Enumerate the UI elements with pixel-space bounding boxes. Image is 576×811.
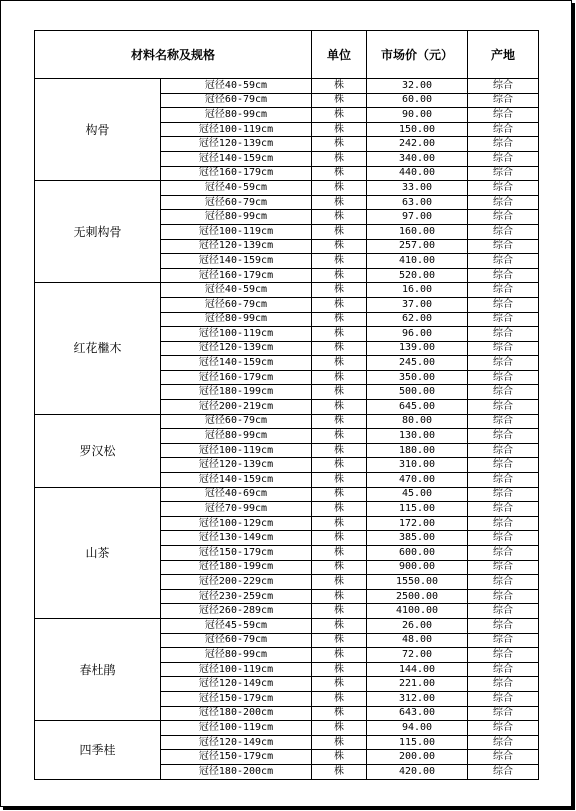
price-cell: 172.00 [367,516,468,531]
origin-cell: 综合 [468,327,539,342]
price-cell: 4100.00 [367,604,468,619]
spec-cell: 冠径200-219cm [161,400,312,415]
unit-cell: 株 [312,93,367,108]
price-cell: 144.00 [367,662,468,677]
origin-cell: 综合 [468,502,539,517]
spec-cell: 冠径150-179cm [161,750,312,765]
unit-cell: 株 [312,560,367,575]
price-cell: 180.00 [367,443,468,458]
unit-cell: 株 [312,137,367,152]
material-name: 红花檵木 [35,283,161,414]
unit-cell: 株 [312,764,367,779]
spec-cell: 冠径120-139cm [161,458,312,473]
spec-cell: 冠径230-259cm [161,589,312,604]
price-cell: 115.00 [367,735,468,750]
spec-cell: 冠径45-59cm [161,618,312,633]
unit-cell: 株 [312,414,367,429]
unit-cell: 株 [312,224,367,239]
unit-cell: 株 [312,502,367,517]
unit-cell: 株 [312,239,367,254]
origin-cell: 综合 [468,618,539,633]
origin-cell: 综合 [468,531,539,546]
price-cell: 97.00 [367,210,468,225]
spec-cell: 冠径100-119cm [161,443,312,458]
origin-cell: 综合 [468,443,539,458]
unit-cell: 株 [312,735,367,750]
unit-cell: 株 [312,750,367,765]
unit-cell: 株 [312,327,367,342]
table-row [35,618,539,633]
unit-cell: 株 [312,312,367,327]
price-cell: 150.00 [367,122,468,137]
price-cell: 45.00 [367,487,468,502]
unit-cell: 株 [312,254,367,269]
unit-cell: 株 [312,195,367,210]
unit-cell: 株 [312,604,367,619]
unit-cell: 株 [312,429,367,444]
spec-cell: 冠径140-159cm [161,151,312,166]
unit-cell: 株 [312,662,367,677]
spec-cell: 冠径60-79cm [161,297,312,312]
table-row [35,181,539,196]
table-row [35,283,539,298]
spec-cell: 冠径160-179cm [161,166,312,181]
price-cell: 410.00 [367,254,468,269]
price-cell: 62.00 [367,312,468,327]
unit-cell: 株 [312,297,367,312]
price-cell: 500.00 [367,385,468,400]
price-cell: 1550.00 [367,575,468,590]
price-table [34,30,539,780]
price-cell: 2500.00 [367,589,468,604]
unit-cell: 株 [312,589,367,604]
spec-cell: 冠径120-149cm [161,677,312,692]
origin-cell: 综合 [468,735,539,750]
material-name: 四季桂 [35,721,161,779]
price-cell: 80.00 [367,414,468,429]
spec-cell: 冠径140-159cm [161,254,312,269]
origin-cell: 综合 [468,341,539,356]
origin-cell: 综合 [468,706,539,721]
price-cell: 645.00 [367,400,468,415]
price-cell: 257.00 [367,239,468,254]
origin-cell: 综合 [468,400,539,415]
spec-cell: 冠径40-69cm [161,487,312,502]
origin-cell: 综合 [468,429,539,444]
origin-cell: 综合 [468,297,539,312]
unit-cell: 株 [312,268,367,283]
origin-cell: 综合 [468,108,539,123]
origin-cell: 综合 [468,691,539,706]
price-cell: 310.00 [367,458,468,473]
origin-cell: 综合 [468,575,539,590]
spec-cell: 冠径120-139cm [161,341,312,356]
table-row [35,721,539,736]
spec-cell: 冠径100-119cm [161,662,312,677]
price-cell: 385.00 [367,531,468,546]
origin-cell: 综合 [468,79,539,94]
origin-cell: 综合 [468,458,539,473]
price-cell: 221.00 [367,677,468,692]
spec-cell: 冠径100-119cm [161,224,312,239]
unit-cell: 株 [312,487,367,502]
origin-cell: 综合 [468,356,539,371]
spec-cell: 冠径70-99cm [161,502,312,517]
origin-cell: 综合 [468,268,539,283]
unit-cell: 株 [312,648,367,663]
price-cell: 470.00 [367,473,468,488]
table-row [35,79,539,94]
spec-cell: 冠径60-79cm [161,195,312,210]
spec-cell: 冠径180-200cm [161,706,312,721]
spec-cell: 冠径260-289cm [161,604,312,619]
price-cell: 643.00 [367,706,468,721]
unit-cell: 株 [312,370,367,385]
spec-cell: 冠径150-179cm [161,691,312,706]
material-name: 春杜鹃 [35,618,161,720]
spec-cell: 冠径60-79cm [161,633,312,648]
material-name: 罗汉松 [35,414,161,487]
material-name: 山茶 [35,487,161,618]
spec-cell: 冠径60-79cm [161,93,312,108]
price-cell: 139.00 [367,341,468,356]
price-cell: 200.00 [367,750,468,765]
origin-cell: 综合 [468,546,539,561]
unit-cell: 株 [312,473,367,488]
spec-cell: 冠径60-79cm [161,414,312,429]
price-cell: 242.00 [367,137,468,152]
unit-cell: 株 [312,443,367,458]
price-cell: 16.00 [367,283,468,298]
origin-cell: 综合 [468,633,539,648]
material-name: 构骨 [35,79,161,181]
spec-cell: 冠径120-149cm [161,735,312,750]
price-cell: 900.00 [367,560,468,575]
unit-cell: 株 [312,618,367,633]
price-cell: 60.00 [367,93,468,108]
price-cell: 115.00 [367,502,468,517]
unit-cell: 株 [312,79,367,94]
origin-cell: 综合 [468,137,539,152]
origin-cell: 综合 [468,195,539,210]
spec-cell: 冠径180-199cm [161,560,312,575]
spec-cell: 冠径80-99cm [161,108,312,123]
origin-cell: 综合 [468,370,539,385]
origin-cell: 综合 [468,166,539,181]
origin-cell: 综合 [468,210,539,225]
spec-cell: 冠径160-179cm [161,268,312,283]
price-cell: 600.00 [367,546,468,561]
price-cell: 312.00 [367,691,468,706]
unit-cell: 株 [312,341,367,356]
header-price: 市场价（元） [367,31,468,79]
spec-cell: 冠径120-139cm [161,239,312,254]
spec-cell: 冠径100-129cm [161,516,312,531]
origin-cell: 综合 [468,151,539,166]
spec-cell: 冠径80-99cm [161,210,312,225]
spec-cell: 冠径180-199cm [161,385,312,400]
unit-cell: 株 [312,458,367,473]
price-cell: 420.00 [367,764,468,779]
spec-cell: 冠径100-119cm [161,327,312,342]
unit-cell: 株 [312,166,367,181]
price-cell: 340.00 [367,151,468,166]
spec-cell: 冠径200-229cm [161,575,312,590]
origin-cell: 综合 [468,473,539,488]
spec-cell: 冠径100-119cm [161,721,312,736]
price-cell: 160.00 [367,224,468,239]
unit-cell: 株 [312,677,367,692]
table-row [35,487,539,502]
spec-cell: 冠径80-99cm [161,312,312,327]
price-cell: 63.00 [367,195,468,210]
origin-cell: 综合 [468,677,539,692]
origin-cell: 综合 [468,283,539,298]
spec-cell: 冠径40-59cm [161,79,312,94]
price-cell: 72.00 [367,648,468,663]
header-unit: 单位 [312,31,367,79]
spec-cell: 冠径40-59cm [161,283,312,298]
unit-cell: 株 [312,400,367,415]
spec-cell: 冠径160-179cm [161,370,312,385]
unit-cell: 株 [312,108,367,123]
origin-cell: 综合 [468,750,539,765]
spec-cell: 冠径80-99cm [161,648,312,663]
unit-cell: 株 [312,283,367,298]
unit-cell: 株 [312,181,367,196]
unit-cell: 株 [312,691,367,706]
origin-cell: 综合 [468,312,539,327]
spec-cell: 冠径150-179cm [161,546,312,561]
price-cell: 520.00 [367,268,468,283]
origin-cell: 综合 [468,589,539,604]
spec-cell: 冠径120-139cm [161,137,312,152]
price-cell: 32.00 [367,79,468,94]
unit-cell: 株 [312,210,367,225]
header-name: 材料名称及规格 [35,31,312,79]
unit-cell: 株 [312,633,367,648]
origin-cell: 综合 [468,239,539,254]
unit-cell: 株 [312,516,367,531]
price-cell: 130.00 [367,429,468,444]
origin-cell: 综合 [468,604,539,619]
unit-cell: 株 [312,721,367,736]
spec-cell: 冠径140-159cm [161,356,312,371]
origin-cell: 综合 [468,764,539,779]
unit-cell: 株 [312,706,367,721]
unit-cell: 株 [312,122,367,137]
price-cell: 440.00 [367,166,468,181]
price-cell: 33.00 [367,181,468,196]
origin-cell: 综合 [468,181,539,196]
spec-cell: 冠径130-149cm [161,531,312,546]
table-row [35,414,539,429]
table-body [35,79,539,780]
origin-cell: 综合 [468,122,539,137]
spec-cell: 冠径40-59cm [161,181,312,196]
price-cell: 245.00 [367,356,468,371]
price-cell: 94.00 [367,721,468,736]
origin-cell: 综合 [468,385,539,400]
spec-cell: 冠径180-200cm [161,764,312,779]
origin-cell: 综合 [468,224,539,239]
origin-cell: 综合 [468,487,539,502]
unit-cell: 株 [312,356,367,371]
header-origin: 产地 [468,31,539,79]
unit-cell: 株 [312,546,367,561]
unit-cell: 株 [312,151,367,166]
header-row [35,31,539,79]
origin-cell: 综合 [468,254,539,269]
price-cell: 90.00 [367,108,468,123]
unit-cell: 株 [312,531,367,546]
price-cell: 96.00 [367,327,468,342]
spec-cell: 冠径140-159cm [161,473,312,488]
material-name: 无刺构骨 [35,181,161,283]
unit-cell: 株 [312,575,367,590]
price-cell: 48.00 [367,633,468,648]
spec-cell: 冠径100-119cm [161,122,312,137]
origin-cell: 综合 [468,93,539,108]
origin-cell: 综合 [468,648,539,663]
origin-cell: 综合 [468,414,539,429]
origin-cell: 综合 [468,721,539,736]
origin-cell: 综合 [468,560,539,575]
unit-cell: 株 [312,385,367,400]
price-cell: 350.00 [367,370,468,385]
price-cell: 26.00 [367,618,468,633]
price-cell: 37.00 [367,297,468,312]
origin-cell: 综合 [468,662,539,677]
spec-cell: 冠径80-99cm [161,429,312,444]
origin-cell: 综合 [468,516,539,531]
